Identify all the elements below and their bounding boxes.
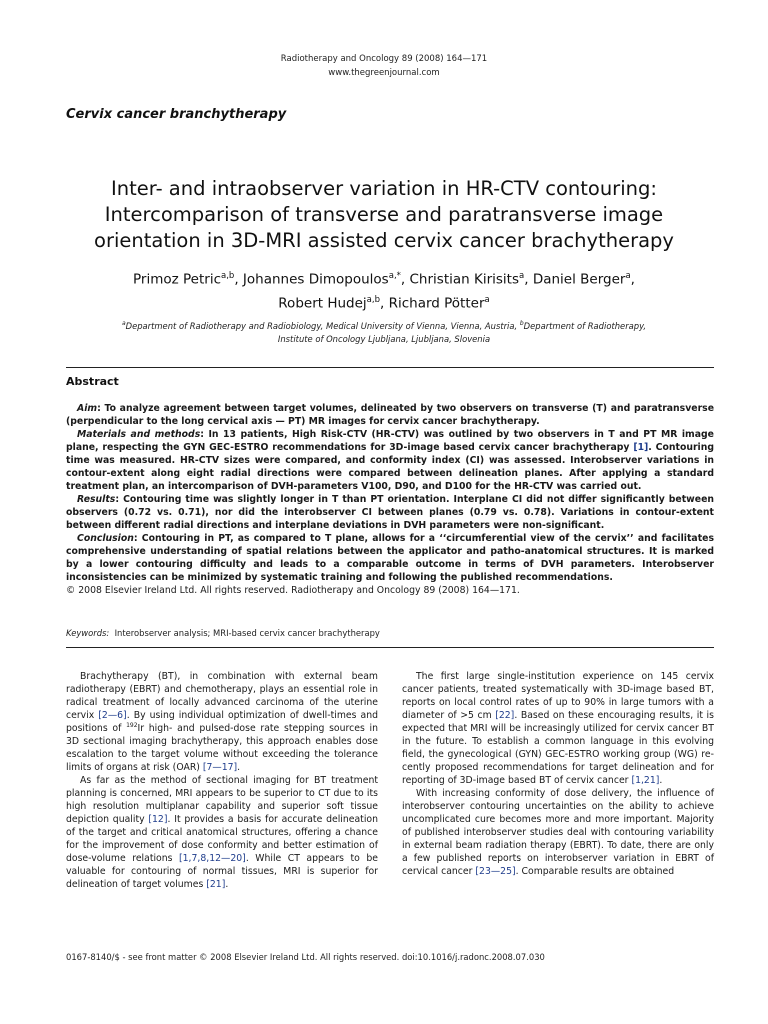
author-affiliation-mark: a,b bbox=[366, 294, 380, 305]
body-text: Ir high- and pulsed-dose rate stepping sources in 3D sectional imaging brachytherapy, this approach enables dose escalation to the target volume without exceeding the tolerance limits of organs at risk (OAR) bbox=[66, 723, 378, 773]
abstract-body bbox=[66, 402, 714, 597]
affiliation-a: Department of Radiotherapy and Radiobiology, Medical University of Vienna, Vienna, Austria, bbox=[125, 320, 520, 331]
journal-line: Radiotherapy and Oncology 89 (2008) 164—171 bbox=[280, 54, 488, 64]
keywords-text: Interobserver analysis; MRI-based cervix cancer brachytherapy bbox=[114, 628, 380, 638]
body-column-left bbox=[66, 670, 378, 891]
author-affiliation-mark: a bbox=[484, 294, 490, 305]
abstract-results bbox=[66, 493, 714, 532]
affiliation-mark: b bbox=[519, 320, 524, 327]
author-list: Primoz Petric$^{a,b}$, Johannes Dimopoulos$^{a,*}$, Christian Kirisits$^a$, Daniel Berger$^a$, Robert Hudej$^{a,b}$, Richard Pötter$^a$ bbox=[133, 271, 635, 311]
abstract-methods-text: . Contouring time was measured. HR-CTV sizes were compared, and conformity index (CI) was assessed. Interobserver variations in contour-extent along eight radial directions were compared between delineation planes. After applying a standard treatment plan, an intercomparison of DVH-parameters V100, D90, and D100 for the HR-CTV was carried out. bbox=[66, 442, 715, 492]
isotope-superscript: 192 bbox=[126, 721, 138, 729]
body-text: . Comparable results are obtained bbox=[515, 866, 675, 877]
abstract-conclusion-text: : Contouring in PT, as compared to T plane, allows for a ‘‘circumferential view of the cervix’’ and facilitates comprehensive understanding of spatial relations between the applicator and patho-anatomical structures. It is marked by a lower contouring difficulty and leads to a comparable outcome in terms of DVH parameters. Interobserver inconsistencies can be minimized by systematic training and following the published recommendations. bbox=[66, 533, 714, 583]
author-name: Christian Kirisits bbox=[409, 271, 519, 288]
author-name: Primoz Petric bbox=[133, 271, 222, 288]
abstract-methods-text: : In 13 patients, High Risk-CTV (HR-CTV) was outlined by two observers in T and PT MR image plane, respecting the GYN GEC-ESTRO recommendations for 3D-image based cervix cancer brachytherapy bbox=[66, 429, 714, 453]
abstract-methods-label: Materials and methods bbox=[77, 429, 201, 440]
body-paragraph bbox=[66, 774, 378, 891]
body-paragraph bbox=[402, 787, 714, 878]
abstract-aim-text: : To analyze agreement between target volumes, delineated by two observers on transverse (T) and paratransverse (perpendicular to the long cervical axis — PT) MR images for cervix cancer brachytherapy. bbox=[66, 403, 714, 427]
abstract-heading: Abstract bbox=[66, 375, 119, 388]
citation-link[interactable]: [1,7,8,12—20] bbox=[178, 853, 246, 864]
keywords-bottom-rule bbox=[66, 647, 714, 648]
body-paragraph bbox=[402, 670, 714, 787]
affiliation-mark: a bbox=[121, 320, 126, 327]
abstract-results-label: Results bbox=[77, 494, 116, 505]
keywords bbox=[66, 628, 380, 638]
body-text: . Based on these encouraging results, it is expected that MRI will be increasingly utilized for cervix cancer BT in the future. To establish a common language in this evolving field, the gynecological (GYN) GEC-ESTRO working group (WG) recently proposed recommendations for target delineation and for reporting of 3D-image based BT of cervix cancer bbox=[402, 710, 714, 786]
body-text: . By using individual optimization of dwell-times and positions of bbox=[66, 710, 378, 734]
title-line-3: orientation in 3D-MRI assisted cervix cancer brachytherapy bbox=[94, 229, 674, 252]
affiliations bbox=[60, 317, 708, 346]
citation-link[interactable]: [21] bbox=[206, 879, 226, 890]
body-text: The first large single-institution experience on 145 cervix cancer patients, treated systematically with 3D-image based BT, reports on local control rates of up to 90% in large tumors with a diameter of >5 cm bbox=[402, 671, 714, 721]
abstract-conclusion bbox=[66, 532, 714, 584]
body-text: As far as the method of sectional imaging for BT treatment planning is concerned, MRI appears to be superior to CT due to its high resolution multiplanar capability and superior soft tissue depiction quality bbox=[66, 775, 378, 825]
author-affiliation-mark: a,* bbox=[388, 271, 401, 281]
article-title bbox=[80, 176, 688, 254]
author-name: Daniel Berger bbox=[532, 271, 626, 288]
citation-link[interactable]: [1] bbox=[633, 442, 649, 453]
affiliation-b-institute: Institute of Oncology Ljubljana, Ljubljana, Slovenia bbox=[277, 333, 491, 344]
keywords-label: Keywords: bbox=[66, 628, 110, 638]
page-footer: 0167-8140/$ - see front matter © 2008 Elsevier Ireland Ltd. All rights reserved. doi:10.1016/j.radonc.2008.07.030 bbox=[66, 952, 545, 962]
abstract-top-rule bbox=[66, 367, 714, 368]
abstract-copyright: © 2008 Elsevier Ireland Ltd. All rights reserved. Radiotherapy and Oncology 89 (2008) 164—171. bbox=[66, 585, 520, 596]
author-affiliation-mark: a bbox=[519, 271, 525, 281]
author-name: Richard Pötter bbox=[388, 295, 485, 311]
abstract-conclusion-label: Conclusion bbox=[77, 533, 134, 544]
author-name: Robert Hudej bbox=[278, 295, 367, 311]
journal-header bbox=[0, 52, 768, 80]
citation-link[interactable]: [22] bbox=[495, 710, 515, 721]
body-text: Brachytherapy (BT), in combination with external beam radiotherapy (EBRT) and chemotherapy, plays an essential role in radical treatment of locally advanced carcinoma of the uterine cervix bbox=[66, 671, 378, 721]
body-text: . It provides a basis for accurate delineation of the target and critical anatomical structures, offering a chance for the improvement of dose conformity and better estimation of dose-volume relations bbox=[66, 814, 378, 864]
citation-link[interactable]: [7—17] bbox=[202, 762, 238, 773]
abstract-results-text: : Contouring time was slightly longer in T than PT orientation. Interplane CI did not differ significantly between observers (0.72 vs. 0.71), nor did the interobserver CI between planes (0.79 vs. 0.78). Variations in contour-extent between different radial directions and interplane deviations in DVH parameters were non-significant. bbox=[66, 494, 714, 531]
body-text: . While CT appears to be valuable for contouring of normal tissues, MRI is superior for delineation of target volumes bbox=[66, 853, 378, 890]
citation-link[interactable]: [1,21] bbox=[631, 775, 660, 786]
citation-link[interactable]: [12] bbox=[148, 814, 168, 825]
body-text: . bbox=[225, 879, 229, 890]
title-line-2: Intercomparison of transverse and paratransverse image bbox=[104, 203, 664, 226]
section-label: Cervix cancer branchytherapy bbox=[66, 107, 287, 122]
body-text: With increasing conformity of dose delivery, the influence of interobserver contouring uncertainties on the ability to achieve uncomplicated cure becomes more and more important. Majority of published interobserver studies deal with contouring variability in external beam radiation therapy (EBRT). To date, there are only a few published reports on interobserver variation in EBRT of cervical cancer bbox=[402, 788, 714, 877]
author-affiliation-mark: a bbox=[625, 271, 631, 281]
abstract-aim-label: Aim bbox=[77, 403, 98, 414]
body-column-right bbox=[402, 670, 714, 878]
body-paragraph bbox=[66, 670, 378, 774]
citation-link[interactable]: [23—25] bbox=[475, 866, 516, 877]
abstract-methods bbox=[66, 428, 714, 493]
author-affiliation-mark: a,b bbox=[221, 271, 235, 281]
journal-website-link[interactable]: www.thegreenjournal.com bbox=[328, 68, 440, 78]
body-text: . bbox=[237, 762, 241, 773]
abstract-aim bbox=[66, 402, 714, 428]
author-name: Johannes Dimopoulos bbox=[242, 271, 389, 288]
citation-link[interactable]: [2—6] bbox=[98, 710, 127, 721]
title-line-1: Inter- and intraobserver variation in HR-CTV contouring: bbox=[111, 177, 657, 200]
body-text: . bbox=[659, 775, 663, 786]
affiliation-b: Department of Radiotherapy, bbox=[523, 320, 647, 331]
